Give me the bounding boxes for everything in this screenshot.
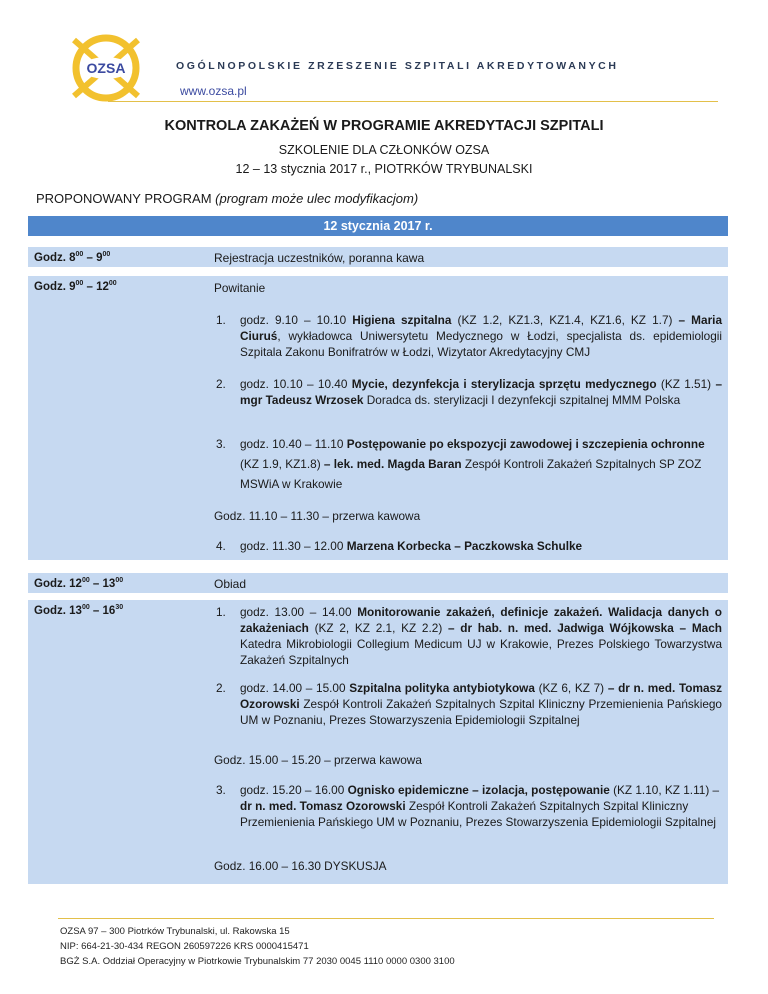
program-heading bbox=[36, 191, 418, 206]
row-time: Godz. $8^{00} - 9^{00}$ bbox=[34, 251, 111, 264]
program-note: (program może ulec modyfikacjom) bbox=[215, 191, 419, 206]
doc-title: KONTROLA ZAKAŻEŃ W PROGRAMIE AKREDYTACJI SZPITALI bbox=[164, 118, 604, 134]
schedule-row-afternoon: Godz. $13^{00} - 16^{30}$ 1. godz. 13.00 – 14.00 Monitorowanie zakażeń, definicje zakażeń. Walidacja danych o zakażeniach (KZ 2, KZ 2.1, KZ 2.2) – dr hab. n. med. Jadwiga Wójkowska – Mach Katedra Mikrobiologii Collegium Medicum UJ w Krakowie, Prezes Polskiego Towarzystwa Zakażeń Szpitalnych 2. godz. 14.00 – 15.00 Szpitalna polityka antybiotykowa (KZ 6, KZ 7) – dr n. med. Tomasz Ozorowski Zespół Kontroli Zakażeń Szpitalnych Szpital Kliniczny Przemienienia Pańskiego UM w Poznaniu, Prezes Stowarzyszenia Epidemiologii Szpitalnej Godz. 15.00 – 15.20 – przerwa kawowa 3. godz. 15.20 – 16.00 Ognisko epidemiczne – izolacja, postępowanie (KZ 1.10, KZ 1.11) – dr n. med. Tomasz Ozorowski Zespół Kontroli Zakażeń Szpitalnych Szpital Kliniczny Przemienienia Pańskiego UM w Poznaniu, Prezes Stowarzyszenia Epidemiologii Szpitalnej Godz. 16.00 – 16.30 DYSKUSJA bbox=[28, 600, 728, 884]
footer-bank: BGŻ S.A. Oddział Operacyjny w Piotrkowie Trybunalskim 77 2030 0045 1110 0000 0300 3100 bbox=[60, 956, 455, 967]
row-time: Godz. $13^{00} - 16^{30}$ bbox=[34, 604, 124, 617]
schedule-row-registration bbox=[28, 247, 728, 267]
row-time: Godz. $12^{00} - 13^{00}$ bbox=[34, 577, 124, 590]
footer bbox=[60, 924, 455, 969]
row-desc: Obiad bbox=[214, 577, 247, 591]
discussion: Godz. 16.00 – 16.30 DYSKUSJA bbox=[214, 859, 387, 873]
footer-address: OZSA 97 – 300 Piotrków Trybunalski, ul. Rakowska 15 bbox=[60, 926, 290, 937]
footer-divider bbox=[58, 918, 714, 919]
org-name: OGÓLNOPOLSKIE ZRZESZENIE SZPITALI AKREDYTOWANYCH bbox=[176, 60, 619, 72]
doc-dateline: 12 – 13 stycznia 2017 r., PIOTRKÓW TRYBUNALSKI bbox=[235, 162, 533, 176]
coffee-break: Godz. 15.00 – 15.20 – przerwa kawowa bbox=[214, 753, 422, 767]
schedule-row-morning: Godz. $9^{00} - 12^{00}$ Powitanie 1. godz. 9.10 – 10.10 Higiena szpitalna (KZ 1.2, KZ1.3, KZ1.4, KZ1.6, KZ 1.7) – Maria Ciuruś, wykładowca Uniwersytetu Medycznego w Łodzi, specjalista ds. epidemiologii Szpitala Zakonu Bonifratrów w Łodzi, Wizytator Akredytacyjny CMJ 2. godz. 10.10 – 10.40 Mycie, dezynfekcja i sterylizacja sprzętu medycznego (KZ 1.51) – mgr Tadeusz Wrzosek Doradca ds. sterylizacji I dezynfekcji szpitalnej MMM Polska 3. godz. 10.40 – 11.10 Postępowanie po ekspozycji zawodowej i szczepienia ochronne (KZ 1.9, KZ1.8) – lek. med. Magda Baran Zespół Kontroli Zakażeń Szpitalnych SP ZOZ MSWiA w Krakowie Godz. 11.10 – 11.30 – przerwa kawowa 4. godz. 11.30 – 12.00 Marzena Korbecka – Paczkowska Schulke bbox=[28, 276, 728, 560]
row-time: Godz. $9^{00} - 12^{00}$ bbox=[34, 280, 117, 293]
footer-registry: NIP: 664-21-30-434 REGON 260597226 KRS 0000415471 bbox=[60, 941, 309, 952]
letterhead bbox=[60, 28, 720, 106]
header-divider bbox=[108, 101, 718, 102]
welcome-text: Powitanie bbox=[214, 281, 266, 295]
logo-text: OZSA bbox=[86, 60, 126, 76]
org-url[interactable]: www.ozsa.pl bbox=[180, 84, 247, 98]
coffee-break: Godz. 11.10 – 11.30 – przerwa kawowa bbox=[214, 509, 421, 523]
day-header: 12 stycznia 2017 r. bbox=[28, 216, 728, 236]
row-desc: Rejestracja uczestników, poranna kawa bbox=[214, 251, 425, 265]
schedule-row-lunch bbox=[28, 573, 728, 593]
program-label: PROPONOWANY PROGRAM bbox=[36, 191, 212, 206]
doc-subtitle: SZKOLENIE DLA CZŁONKÓW OZSA bbox=[278, 143, 490, 157]
ozsa-logo bbox=[66, 32, 146, 104]
